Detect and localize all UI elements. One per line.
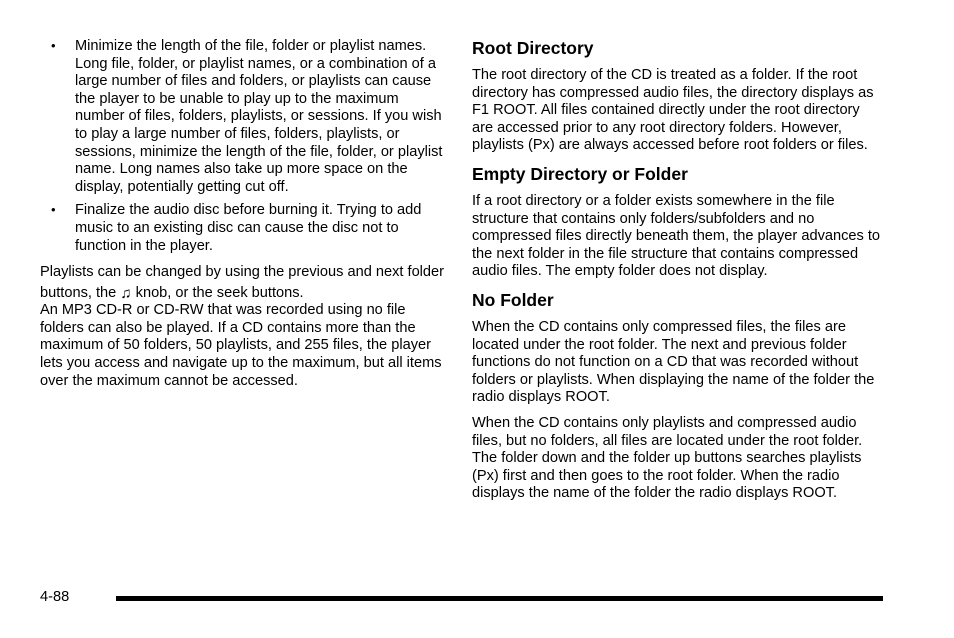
section-no-folder	[472, 290, 882, 503]
section-paragraph: When the CD contains only compressed files, the files are located under the root folder. The next and previous folder functions do not function on a CD that was recorded without folders or playlists. When displaying the name of the folder the radio displays ROOT.	[472, 318, 875, 406]
bullet-item	[40, 202, 445, 255]
bullet-icon: •	[51, 202, 56, 218]
bullet-item	[40, 38, 445, 196]
music-note-icon: ♫	[120, 285, 132, 303]
bullet-text: Finalize the audio disc before burning it. Trying to add music to an existing disc can cause the disc not to function in the player.	[75, 202, 422, 254]
bullet-text: Minimize the length of the file, folder or playlist names. Long file, folder, or playlist names, or a combination of a large number of files and folders, or playlists can cause the player to be unable to play up to the maximum number of files, folders, playlists, or sessions. If you wish to play a large number of files, folders, playlists, or sessions, minimize the length of the file, folder, or playlist name. Long names also take up more space on the display, potentially getting cut off.	[75, 38, 443, 195]
playlists-paragraph	[40, 262, 445, 304]
bullet-icon: •	[51, 38, 56, 53]
footer-rule	[116, 596, 883, 601]
left-column	[40, 38, 445, 396]
right-column	[472, 38, 882, 512]
section-paragraph: The root directory of the CD is treated as a folder. If the root directory has compressed audio files, the directory displays as F1 ROOT. All files contained directly under the root directory are accessed prior to any root directory folders. However, playlists (Px) are always accessed before root folders or files.	[472, 67, 874, 154]
section-paragraph: If a root directory or a folder exists somewhere in the file structure that contains only folders/subfolders and no compressed files directly beneath them, the player advances to the next folder in the file structure that contains compressed audio files. The empty folder does not display.	[472, 192, 881, 280]
mp3-paragraph: An MP3 CD-R or CD-RW that was recorded using no file folders can also be played. If a CD contains more than the maximum of 50 folders, 50 playlists, and 255 files, the player lets you access and navigate up to the maximum, but all items over the maximum cannot be accessed.	[40, 302, 442, 389]
section-paragraph: When the CD contains only playlists and compressed audio files, but no folders, all files are located under the root folder. The folder down and the folder up buttons searches playlists (Px) first and then goes to the root folder. When the radio displays the name of the folder the radio displays ROOT.	[472, 414, 863, 502]
playlists-text-b: knob, or the seek buttons.	[135, 285, 304, 302]
section-root-directory	[472, 38, 882, 155]
section-heading: No Folder	[472, 289, 554, 310]
playlists-text-a: Playlists can be changed by using the previous and next folder buttons, the	[40, 264, 445, 302]
page-number: 4-88	[40, 589, 70, 605]
section-heading: Empty Directory or Folder	[472, 163, 688, 184]
section-empty-directory	[472, 164, 882, 281]
section-heading: Root Directory	[472, 38, 594, 58]
